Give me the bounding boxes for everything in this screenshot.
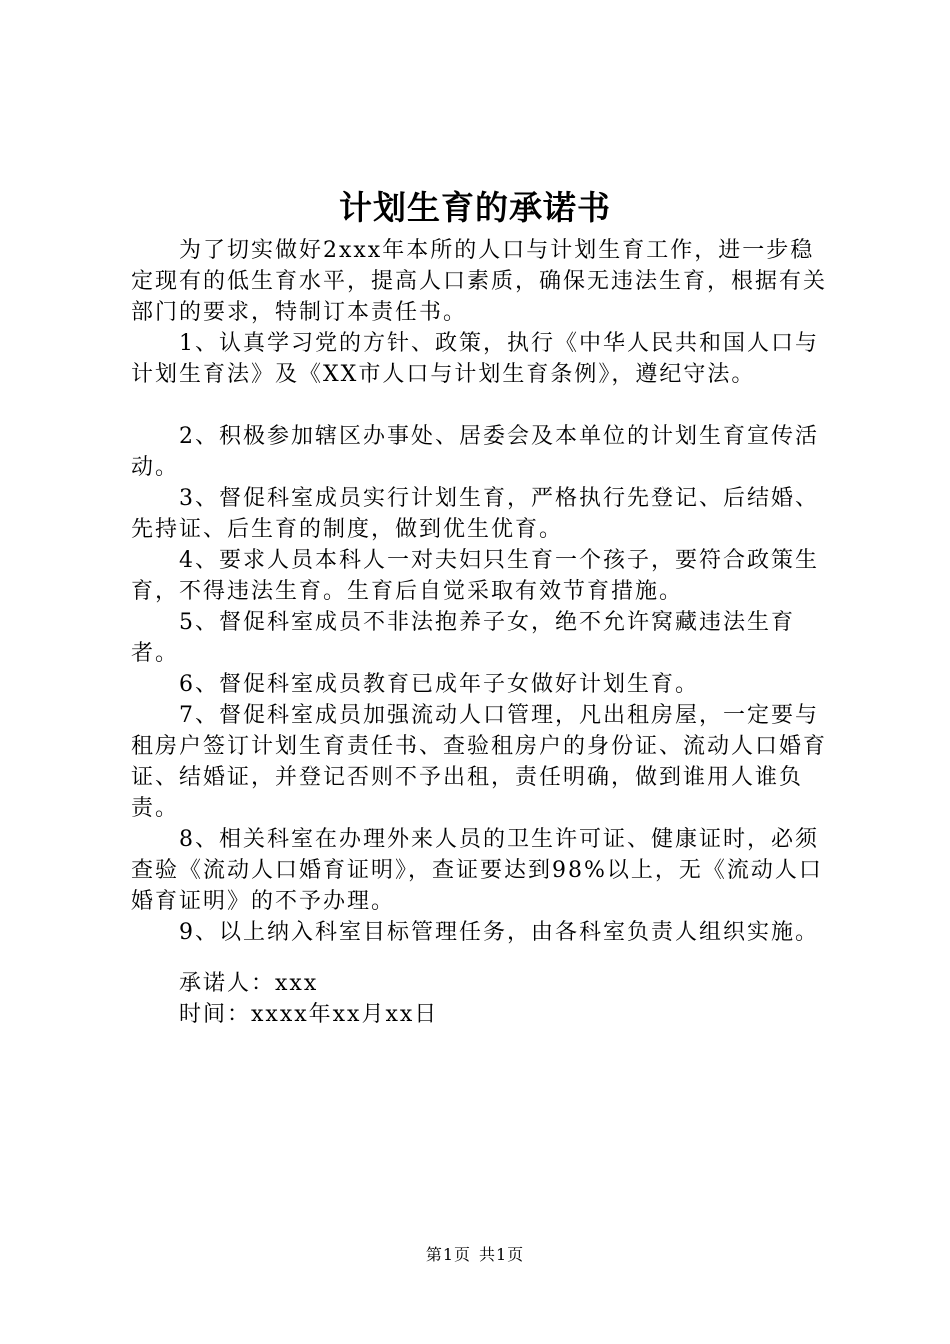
- clause-1: 1、认真学习党的方针、政策，执行《中华人民共和国人口与计划生育法》及《XX市人口与计划生育条例》，遵纪守法。: [131, 331, 819, 387]
- clause-3: 3、督促科室成员实行计划生育，严格执行先登记、后结婚、先持证、后生育的制度，做到优生优育。: [131, 486, 819, 542]
- intro-paragraph: 为了切实做好2xxx年本所的人口与计划生育工作，进一步稳定现有的低生育水平，提高人口素质，确保无违法生育，根据有关部门的要求，特制订本责任书。: [131, 238, 828, 325]
- page-footer: [0, 1244, 950, 1266]
- clause-6: 6、督促科室成员教育已成年子女做好计划生育。: [179, 672, 699, 697]
- page-total: 共1页: [479, 1245, 525, 1264]
- promisor-line: 承诺人：xxx: [179, 971, 319, 996]
- clause-5: 5、督促科室成员不非法抱养子女，绝不允许窝藏违法生育者。: [131, 610, 795, 666]
- clause-2: 2、积极参加辖区办事处、居委会及本单位的计划生育宣传活动。: [131, 424, 819, 480]
- document-title: 计划生育的承诺书: [339, 188, 611, 227]
- clause-9: 9、以上纳入科室目标管理任务，由各科室负责人组织实施。: [179, 920, 819, 945]
- document-body: [131, 235, 831, 948]
- clause-4: 4、要求人员本科人一对夫妇只生育一个孩子，要符合政策生育，不得违法生育。生育后自觉采取有效节育措施。: [131, 548, 819, 604]
- date-line: 时间：xxxx年xx月xx日: [179, 1002, 439, 1027]
- signature-block: [179, 968, 438, 1030]
- clause-8: 8、相关科室在办理外来人员的卫生许可证、健康证时，必须查验《流动人口婚育证明》，查证要达到98%以上，无《流动人口婚育证明》的不予办理。: [131, 827, 823, 914]
- page-number: 第1页: [425, 1245, 471, 1264]
- clause-7: 7、督促科室成员加强流动人口管理，凡出租房屋，一定要与租房户签订计划生育责任书、查验租房户的身份证、流动人口婚育证、结婚证，并登记否则不予出租，责任明确，做到谁用人谁负责。: [131, 703, 828, 821]
